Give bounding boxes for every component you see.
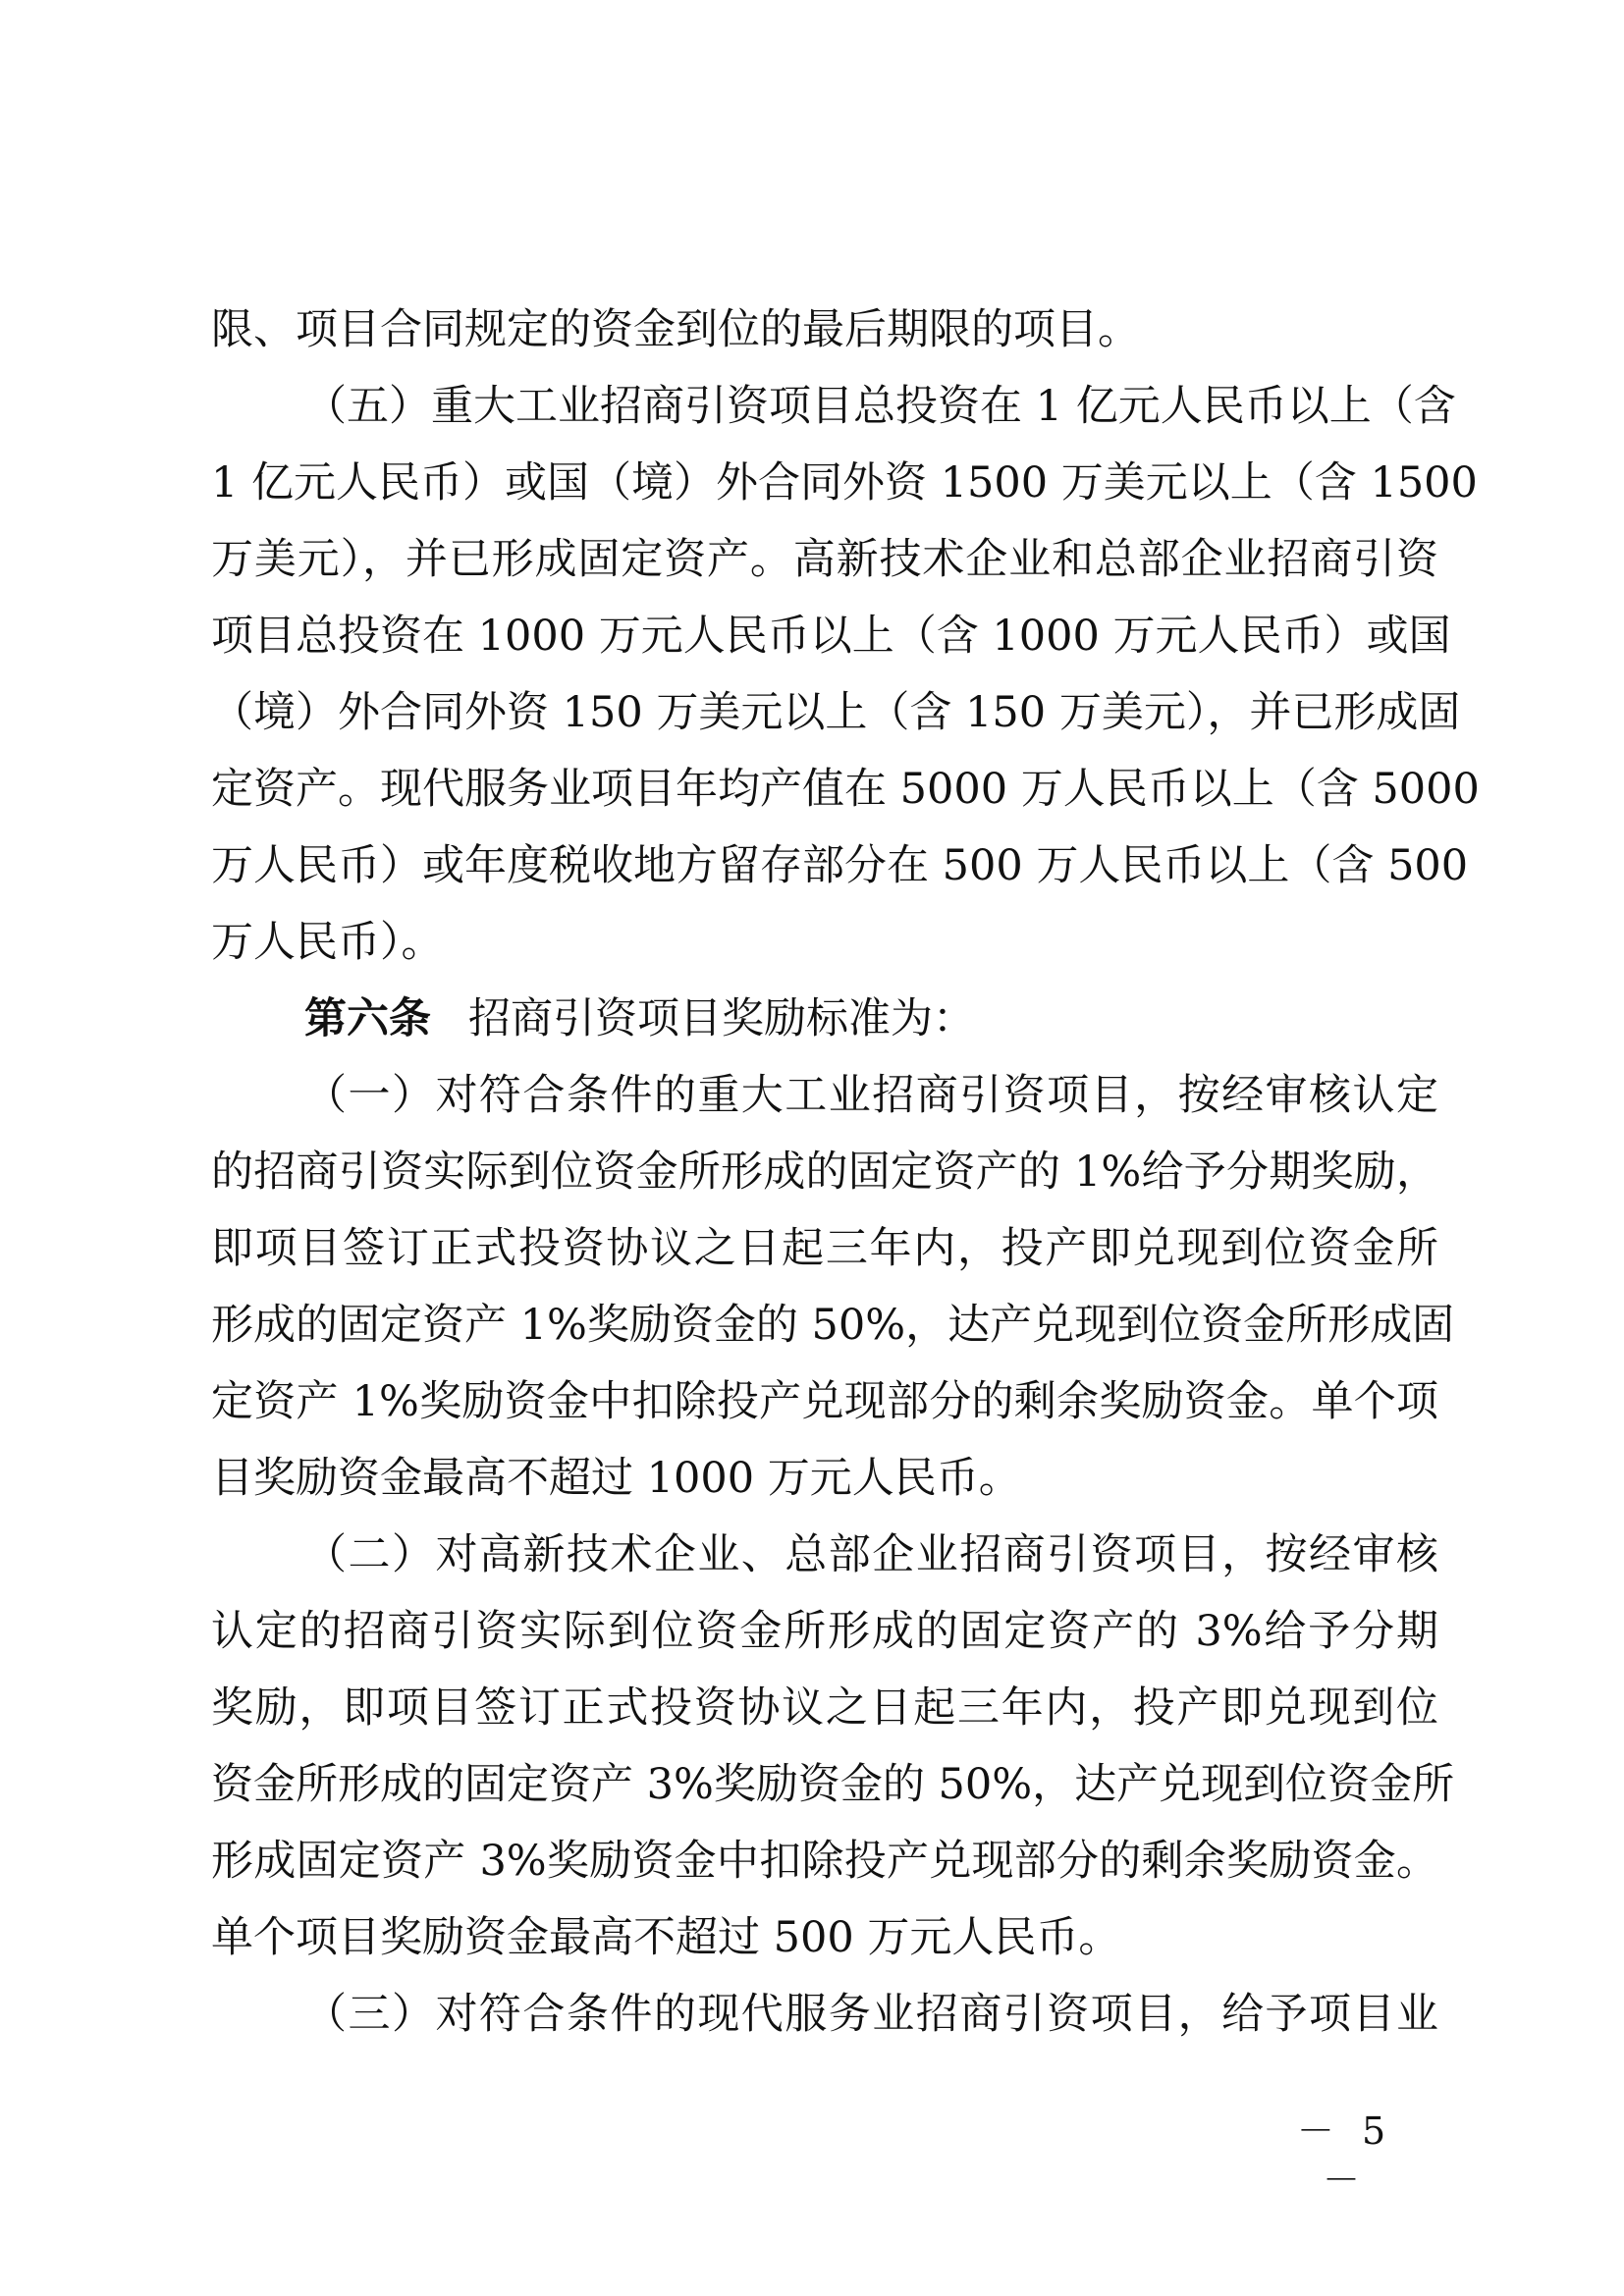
paragraph-line: 即项目签订正式投资协议之日起三年内，投产即兑现到位资金所 [211,1224,1438,1273]
paragraph-line: （三）对符合条件的现代服务业招商引资项目，给予项目业 [304,1990,1438,2039]
paragraph-line: 万人民币）。 [211,918,444,967]
article-heading: 第六条 [304,994,431,1043]
paragraph-line: 认定的招商引资实际到位资金所形成的固定资产的 3%给予分期 [211,1607,1438,1656]
paragraph-line: 限、项目合同规定的资金到位的最后期限的项目。 [211,305,1140,354]
paragraph-line: 奖励，即项目签订正式投资协议之日起三年内，投产即兑现到位 [211,1683,1438,1733]
paragraph-line: 形成的固定资产 1%奖励资金的 50%，达产兑现到位资金所形成固 [211,1301,1455,1350]
paragraph-line: 单个项目奖励资金最高不超过 500 万元人民币。 [211,1913,1121,1962]
paragraph-line: 项目总投资在 1000 万元人民币以上（含 1000 万元人民币）或国 [211,612,1451,661]
article-text: 招商引资项目奖励标准为： [468,994,975,1043]
page-number: － 5 － [1296,2109,1394,2202]
paragraph-line: 形成固定资产 3%奖励资金中扣除投产兑现部分的剩余奖励资金。 [211,1837,1438,1886]
paragraph-line: （境）外合同外资 150 万美元以上（含 150 万美元），并已形成固 [211,688,1461,737]
paragraph-line: （一）对符合条件的重大工业招商引资项目，按经审核认定 [304,1071,1438,1120]
paragraph-line: 定资产。现代服务业项目年均产值在 5000 万人民币以上（含 5000 [211,765,1480,814]
paragraph-line: 资金所形成的固定资产 3%奖励资金的 50%，达产兑现到位资金所 [211,1760,1455,1809]
paragraph-line: 定资产 1%奖励资金中扣除投产兑现部分的剩余奖励资金。单个项 [211,1377,1438,1426]
article-six-line [304,989,1438,1048]
paragraph-line: （二）对高新技术企业、总部企业招商引资项目，按经审核 [304,1530,1438,1579]
paragraph-line: 的招商引资实际到位资金所形成的固定资产的 1%给予分期奖励， [211,1148,1438,1197]
paragraph-line: 万美元），并已形成固定资产。高新技术企业和总部企业招商引资 [211,535,1438,584]
paragraph-line: 万人民币）或年度税收地方留存部分在 500 万人民币以上（含 500 [211,841,1469,890]
paragraph-line: （五）重大工业招商引资项目总投资在 1 亿元人民币以上（含 [304,382,1456,431]
paragraph-line: 目奖励资金最高不超过 1000 万元人民币。 [211,1454,1021,1503]
paragraph-line: 1 亿元人民币）或国（境）外合同外资 1500 万美元以上（含 1500 [211,458,1478,507]
